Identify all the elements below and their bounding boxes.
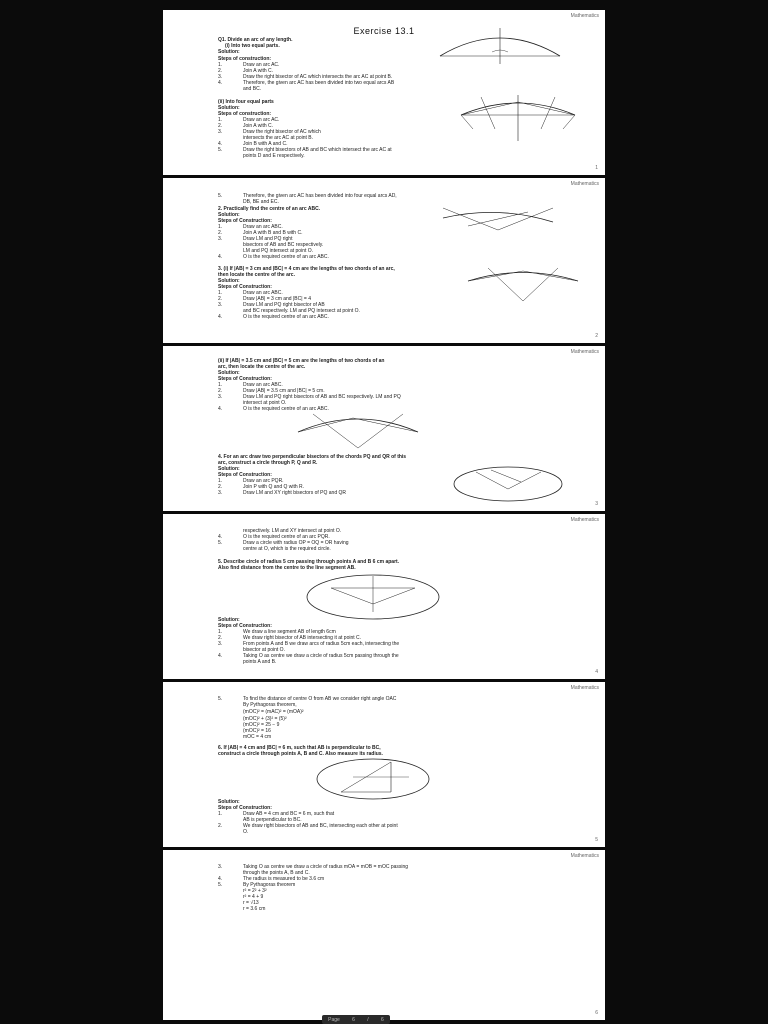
step-line: Draw LM and XY right bisectors of PQ and QR <box>243 490 347 496</box>
step-line: and BC. <box>243 86 262 92</box>
steps-label: Steps of Construction: <box>218 218 272 224</box>
arc-centre-figure <box>438 200 558 245</box>
step-line: By Pythagoras theorem <box>243 882 296 888</box>
step-line: We draw right bisector of AB intersecting it at point C. <box>243 635 362 641</box>
step-line: Draw |AB| = 3.5 cm and |BC| = 5 cm. <box>243 388 325 394</box>
page-number: 5 <box>595 837 598 843</box>
page-title: Exercise 13.1 <box>353 26 415 36</box>
solution-label: Solution: <box>218 370 240 376</box>
step-line: Draw |AB| = 3 cm and |BC| = 4 <box>243 296 312 302</box>
step-line: From points A and B we draw arcs of radius 5cm each, intersecting the <box>243 641 400 647</box>
circle-ab-figure <box>303 572 443 622</box>
arc-chords-figure <box>293 410 423 450</box>
step-line: Draw AB = 4 cm and BC = 6 m, such that <box>243 811 335 817</box>
steps-label: Steps of Construction: <box>218 472 272 478</box>
sub-heading: (i) Into two equal parts. <box>225 43 280 49</box>
step-line: AB is perpendicular to BC. <box>243 817 302 823</box>
step-line: Join A with C. <box>243 68 274 74</box>
equation-line: (mOC)² = (mAC)² = (mOA)² <box>243 709 304 715</box>
question-heading: Also find distance from the centre to the line segment AB. <box>218 565 356 571</box>
page-label: Page <box>328 1016 340 1023</box>
step-line: O. <box>243 829 249 835</box>
question-heading: 4. For an arc draw two perpendicular bisectors of the chords PQ and QR of this <box>218 454 407 460</box>
step-line: DB, BE and EC. <box>243 199 279 205</box>
page-number: 6 <box>595 1010 598 1016</box>
steps-label: Steps of construction: <box>218 111 272 117</box>
step-line: Draw an arc AC. <box>243 117 280 123</box>
page-number: 2 <box>595 333 598 339</box>
equation-line: r² = 2² + 3² <box>243 888 267 894</box>
step-line: To find the distance of centre O from AB we consider right angle OAC <box>243 696 397 702</box>
step-line: bisector at point O. <box>243 647 285 653</box>
equation-line: mOC = 4 cm <box>243 734 272 740</box>
solution-label: Solution: <box>218 212 240 218</box>
equation-line: (mOC)² + (3)² = (5)² <box>243 716 287 722</box>
step-line: By Pythagoras theorem, <box>243 702 297 708</box>
solution-label: Solution: <box>218 799 240 805</box>
step-line: O is the required centre of an arc ABC. <box>243 406 329 412</box>
step-line: Draw an arc PQR. <box>243 478 284 484</box>
step-line: bisectors of AB and BC respectively. <box>243 242 324 248</box>
step-line: Draw LM and PQ right <box>243 236 293 242</box>
equation-line: (mOC)² = 16 <box>243 728 271 734</box>
step-line: intersect at point O. <box>243 400 287 406</box>
steps-label: Steps of Construction: <box>218 623 272 629</box>
step-line: Draw an arc ABC. <box>243 290 283 296</box>
sub-heading: (ii) Into four equal parts <box>218 99 274 105</box>
page-2: Mathematics 5. Therefore, the given arc AC has been divided into four equal arcs AD, DB, BE and EC. 2. Practically find the centre of an arc ABC. Solution: Steps of Construction: 1. Draw an arc ABC. 2. Join A with B and B with C. 3. Draw LM and PQ right bisectors of AB and BC respectively. LM and PQ intersect at point O. 4. O is the required centre of an arc ABC. 3. (i) If |AB| = 3 cm and |BC| = 4 cm are the lengths of two chords of an arc, then locate the centre of the arc. Solution: Steps of Construction: 1. Draw an arc ABC. 2. Draw |AB| = 3 cm and |BC| = 4 3. Draw LM and PQ right bisector of AB and BC respectively. LM and PQ intersect at point O. 4. O is the required centre of an arc ABC. 2 <box>163 178 605 343</box>
step-line: O is the required centre of an arc ABC. <box>243 314 329 320</box>
page-header: Mathematics <box>570 517 599 523</box>
page-number: 4 <box>595 669 598 675</box>
circle-pqr-figure <box>451 464 566 504</box>
question-heading: arc, construct a circle through P, Q and R. <box>218 460 318 466</box>
step-line: We draw a line segment AB of length 6cm <box>243 629 336 635</box>
page-4: Mathematics respectively. LM and XY intersect at point O. 4. O is the required centre of an arc PQR. 5. Draw a circle with radius OP = OQ = OR having centre at O, which is the required circle. 5. Describe circle of radius 5 cm passing through points A and B 6 cm apart. Also find distance from the centre to the line segment AB. Solution: Steps of Construction: 1. We draw a line segment AB of length 6cm 2. We draw right bisector of AB intersecting it at point C. 3. From points A and B we draw arcs of radius 5cm each, intersecting the bisector at point O. 4. Taking O as centre we draw a circle of radius 5cm passing through the points A and B. 4 <box>163 514 605 679</box>
question-heading: 2. Practically find the centre of an arc ABC. <box>218 206 321 212</box>
page-header: Mathematics <box>570 853 599 859</box>
step-line: intersects the arc AC at point B. <box>243 135 314 141</box>
total-pages: 6 <box>381 1016 384 1023</box>
step-line: O is the required centre of an arc PQR. <box>243 534 330 540</box>
arc-bisect-figure <box>435 24 565 64</box>
page-header: Mathematics <box>570 349 599 355</box>
step-line: Therefore, the given arc AC has been divided into four equal arcs AD, <box>243 193 397 199</box>
step-line: Join A with B and B with C. <box>243 230 303 236</box>
question-heading: 6. If |AB| = 4 cm and |BC| = 6 m, such that AB is perpendicular to BC, <box>218 745 381 751</box>
step-line: Draw the right bisector of AC which intersects the arc AC at point B. <box>243 74 393 80</box>
question-heading: 3. (i) If |AB| = 3 cm and |BC| = 4 cm are the lengths of two chords of an arc, <box>218 266 395 272</box>
question-heading: construct a circle through points A, B and C. Also measure its radius. <box>218 751 383 757</box>
step-line: through the points A, B and C. <box>243 870 310 876</box>
steps-label: Steps of construction: <box>218 56 272 62</box>
question-heading: (ii) If |AB| = 3.5 cm and |BC| = 5 cm are the lengths of two chords of an <box>218 358 385 364</box>
equation-line: r² = 4 + 9 <box>243 894 264 900</box>
step-line: Draw a circle with radius OP = OQ = OR having <box>243 540 349 546</box>
page-indicator <box>322 1015 390 1024</box>
step-line: Draw the right bisector of AC which <box>243 129 321 135</box>
page-5: Mathematics 5. To find the distance of centre O from AB we consider right angle OAC By Pythagoras theorem, (mOC)² = (mAC)² = (mOA)² (mOC)² + (3)² = (5)² (mOC)² = 25 − 9 (mOC)² = 16 mOC = 4 cm 6. If |AB| = 4 cm and |BC| = 6 m, such that AB is perpendicular to BC, construct a circle through points A, B and C. Also measure its radius. Solution: Steps of Construction: 1. Draw AB = 4 cm and BC = 6 m, such that AB is perpendicular to BC. 2. We draw right bisectors of AB and BC, intersecting each other at point O. 5 <box>163 682 605 847</box>
page-number: 3 <box>595 501 598 507</box>
steps-label: Steps of Construction: <box>218 284 272 290</box>
step-line: LM and PQ intersect at point O. <box>243 248 314 254</box>
step-line: O is the required centre of an arc ABC. <box>243 254 329 260</box>
step-line: Taking O as centre we draw a circle of radius mOA = mOB = mOC passing <box>243 864 409 870</box>
solution-label: Solution: <box>218 105 240 111</box>
page-1: Mathematics Exercise 13.1 Q1. Divide an arc of any length. (i) Into two equal parts. Solution: Steps of construction: 1. Draw an arc AC. 2. Join A with C. 3. Draw the right bisector of AC which intersects the arc AC at point B. 4. Therefore, the given arc AC has been divided into two equal arcs AB and BC. (ii) Into four equal parts Solution: Steps of construction: 1. Draw an arc AC. 2. Join A with C. 3. Draw the right bisector of AC which intersects the arc AC at point B. 4. Join B with A and C. 5. Draw the right bisectors of AB and BC which intersect the arc AC at points D and E respectively. 1 <box>163 10 605 175</box>
steps-label: Steps of Construction: <box>218 376 272 382</box>
step-line: The radius is measured to be 3.6 cm <box>243 876 325 882</box>
question-heading: arc, then locate the centre of the arc. <box>218 364 306 370</box>
step-line: and BC respectively. LM and PQ intersect at point O. <box>243 308 360 314</box>
arc-four-parts-figure <box>453 93 583 143</box>
page-header: Mathematics <box>570 13 599 19</box>
step-line: Join P with Q and Q with R. <box>243 484 305 490</box>
question-heading: 5. Describe circle of radius 5 cm passing through points A and B 6 cm apart. <box>218 559 400 565</box>
step-line: Join A with C. <box>243 123 274 129</box>
page-3: Mathematics (ii) If |AB| = 3.5 cm and |BC| = 5 cm are the lengths of two chords of an arc, then locate the centre of the arc. Solution: Steps of Construction: 1. Draw an arc ABC. 2. Draw |AB| = 3.5 cm and |BC| = 5 cm. 3. Draw LM and PQ right bisectors of AB and BC respectively. LM and PQ intersect at point O. 4. O is the required centre of an arc ABC. 4. For an arc draw two perpendicular bisectors of the chords PQ and QR of this arc, construct a circle through P, Q and R. Solution: Steps of Construction: 1. Draw an arc PQR. 2. Join P with Q and Q with R. 3. Draw LM and XY right bisectors of PQ and QR 3 <box>163 346 605 511</box>
step-line: respectively. LM and XY intersect at point O. <box>243 528 342 534</box>
step-line: We draw right bisectors of AB and BC, intersecting each other at point <box>243 823 398 829</box>
step-line: Draw an arc ABC. <box>243 224 283 230</box>
equation-line: r = 3.6 cm <box>243 906 266 912</box>
step-line: Draw the right bisectors of AB and BC which intersect the arc AC at <box>243 147 392 153</box>
question-heading: then locate the centre of the arc. <box>218 272 295 278</box>
circle-abc-figure <box>313 756 433 802</box>
step-line: points A and B. <box>243 659 277 665</box>
page-separator: / <box>367 1016 369 1023</box>
equation-line: r = √13 <box>243 900 259 906</box>
step-line: Draw LM and PQ right bisectors of AB and BC respectively. LM and PQ <box>243 394 401 400</box>
solution-label: Solution: <box>218 617 240 623</box>
step-line: Draw LM and PQ right bisector of AB <box>243 302 325 308</box>
step-line: Taking O as centre we draw a circle of radius 5cm passing through the <box>243 653 399 659</box>
solution-label: Solution: <box>218 49 240 55</box>
page-header: Mathematics <box>570 181 599 187</box>
page-number: 1 <box>595 165 598 171</box>
current-page: 6 <box>352 1016 355 1023</box>
step-line: Draw an arc ABC. <box>243 382 283 388</box>
solution-label: Solution: <box>218 466 240 472</box>
steps-label: Steps of Construction: <box>218 805 272 811</box>
page-header: Mathematics <box>570 685 599 691</box>
step-line: points D and E respectively. <box>243 153 305 159</box>
solution-label: Solution: <box>218 278 240 284</box>
step-line: Draw an arc AC. <box>243 62 280 68</box>
page-6: Mathematics 3. Taking O as centre we draw a circle of radius mOA = mOB = mOC passing through the points A, B and C. 4. The radius is measured to be 3.6 cm 5. By Pythagoras theorem r² = 2² + 3² r² = 4 + 9 r = √13 r = 3.6 cm 6 <box>163 850 605 1020</box>
equation-line: (mOC)² = 25 − 9 <box>243 722 280 728</box>
step-line: centre at O, which is the required circle. <box>243 546 331 552</box>
chord-centre-figure <box>463 266 583 306</box>
step-line: Therefore, the given arc AC has been divided into two equal arcs AB <box>243 80 395 86</box>
step-line: Join B with A and C. <box>243 141 288 147</box>
question-heading: Q1. Divide an arc of any length. <box>218 37 293 43</box>
